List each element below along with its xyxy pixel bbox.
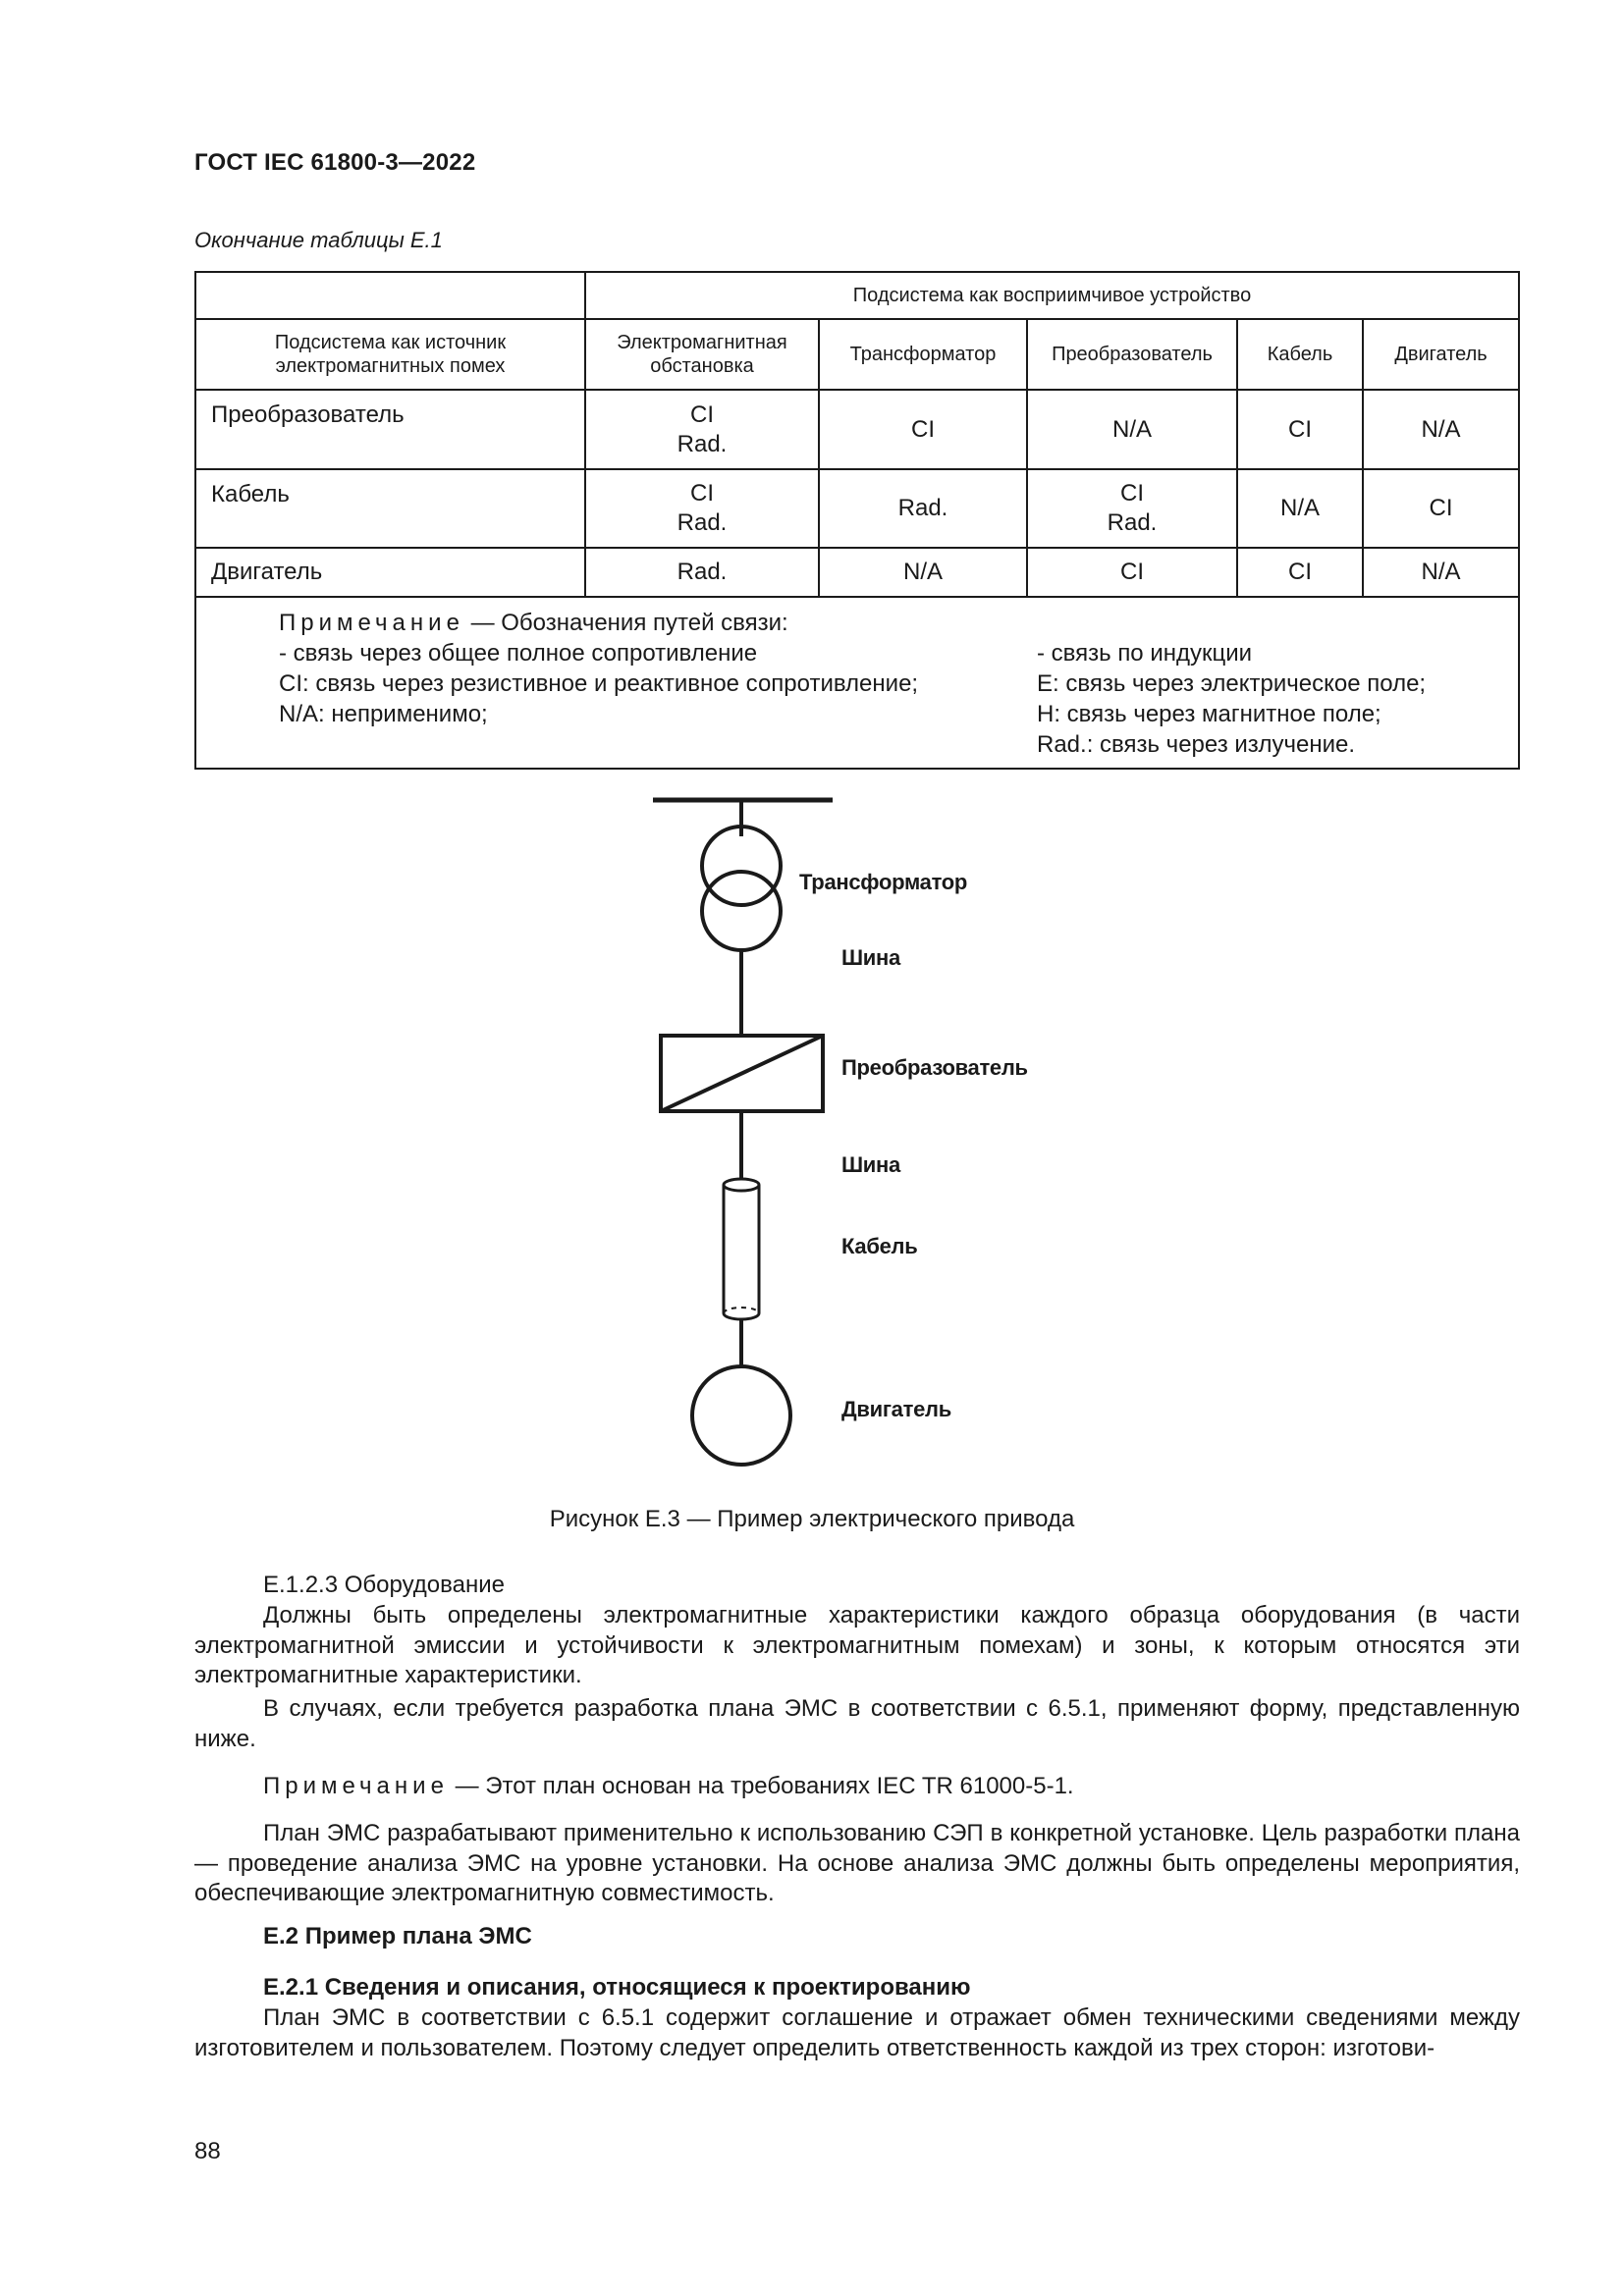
figure-caption: Рисунок Е.3 — Пример электрического привода xyxy=(549,1506,1075,1532)
note-line: - связь по индукции xyxy=(1037,640,1253,667)
paragraph: План ЭМС разрабатывают применительно к использованию СЭП в конкретной установке. Цель разработки плана — проведение анализа ЭМС на уровне установки. На основе анализа ЭМС должны быть определены мероприятия, обеспечивающие электромагнитную совместимость. xyxy=(194,1820,1520,1906)
note-label: Примечание xyxy=(279,610,464,636)
note-line: Rad.: связь через излучение. xyxy=(1037,731,1356,758)
cable-bottom-end-hidden xyxy=(724,1308,759,1313)
note-line: N/A: неприменимо; xyxy=(279,701,488,727)
cell-value: N/A xyxy=(1279,495,1320,521)
label-bus: Шина xyxy=(841,1152,900,1177)
table-continuation-label: Окончание таблицы Е.1 xyxy=(194,228,443,252)
note-line: CI: связь через резистивное и реактивное сопротивление; xyxy=(279,670,919,697)
label-bus: Шина xyxy=(841,945,900,970)
cell-value: Rad. xyxy=(677,430,728,457)
row-label: Преобразователь xyxy=(195,390,585,469)
label-motor: Двигатель xyxy=(841,1397,951,1421)
cell-value: N/A xyxy=(1421,559,1461,585)
victim-header: Подсистема как восприимчивое устройство xyxy=(585,272,1519,319)
cell-value: CI xyxy=(690,480,714,507)
transformer-winding-primary xyxy=(702,827,781,905)
paragraph: План ЭМС в соответствии с 6.5.1 содержит соглашение и отражает обмен техническими сведениями между изготовителем и пользователем. Поэтому следует определить ответственность каждой из трех сторон: изготови- xyxy=(194,2004,1520,2061)
cell-value: CI xyxy=(1288,559,1312,585)
section-title: Е.1.2.3 Оборудование xyxy=(263,1572,505,1598)
paragraph: Должны быть определены электромагнитные характеристики каждого образца оборудования (в части электромагнитной эмиссии и устойчивости к электромагнитным помехам) и зоны, к которым относятся эти электромагнитные характеристики. xyxy=(194,1602,1520,1688)
cell-value: CI xyxy=(1120,559,1144,585)
row-label: Двигатель xyxy=(195,548,585,597)
note-label: Примечание xyxy=(263,1773,449,1799)
cable-bottom-end xyxy=(724,1313,759,1319)
cell-value: CI xyxy=(690,400,714,428)
motor-symbol xyxy=(692,1366,790,1465)
note-line: Е: связь через электрическое поле; xyxy=(1037,670,1427,697)
cell-value: Rad. xyxy=(677,559,728,585)
column-header: Двигатель xyxy=(1363,319,1519,390)
cell-value: Rad. xyxy=(677,509,728,536)
cell-value: CI xyxy=(1429,495,1453,521)
note-line: - связь через общее полное сопротивление xyxy=(279,640,758,667)
transformer-winding-secondary xyxy=(702,872,781,950)
cell-value: Rad. xyxy=(1107,509,1158,536)
cell-value: N/A xyxy=(902,559,943,585)
cell-value: CI xyxy=(911,415,935,443)
cell-value: CI xyxy=(1288,415,1312,443)
column-header: Кабель xyxy=(1237,319,1363,390)
note xyxy=(194,1772,1520,1802)
paragraph: В случаях, если требуется разработка плана ЭМС в соответствии с 6.5.1, применяют форму, представленную ниже. xyxy=(194,1695,1520,1752)
cable-top-end xyxy=(724,1179,759,1191)
document-code: ГОСТ IEC 61800-3—2022 xyxy=(194,149,476,176)
cell-value: Rad. xyxy=(897,495,948,521)
label-transformer: Трансформатор xyxy=(799,870,968,894)
label-converter: Преобразователь xyxy=(841,1055,1028,1080)
note-text: — Этот план основан на требованиях IEC TR 61000-5-1. xyxy=(448,1773,1074,1799)
note-intro: — Обозначения путей связи: xyxy=(463,610,788,636)
column-header: Преобразователь xyxy=(1027,319,1237,390)
page-number: 88 xyxy=(194,2138,221,2164)
column-header: Трансформатор xyxy=(819,319,1027,390)
row-label: Кабель xyxy=(195,469,585,548)
subsection-heading: Е.2.1 Сведения и описания, относящиеся к проектированию xyxy=(263,1974,971,2001)
column-header: Электромагнитная обстановка xyxy=(585,319,819,390)
converter-diagonal xyxy=(661,1036,823,1111)
note-line: Н: связь через магнитное поле; xyxy=(1037,701,1381,727)
section-heading: Е.2 Пример плана ЭМС xyxy=(263,1923,532,1949)
cell-value: N/A xyxy=(1421,415,1461,443)
source-header: Подсистема как источник электромагнитных помех xyxy=(195,319,585,390)
cell-value: CI xyxy=(1120,480,1144,507)
cell-value: N/A xyxy=(1111,415,1152,443)
label-cable: Кабель xyxy=(841,1234,918,1258)
